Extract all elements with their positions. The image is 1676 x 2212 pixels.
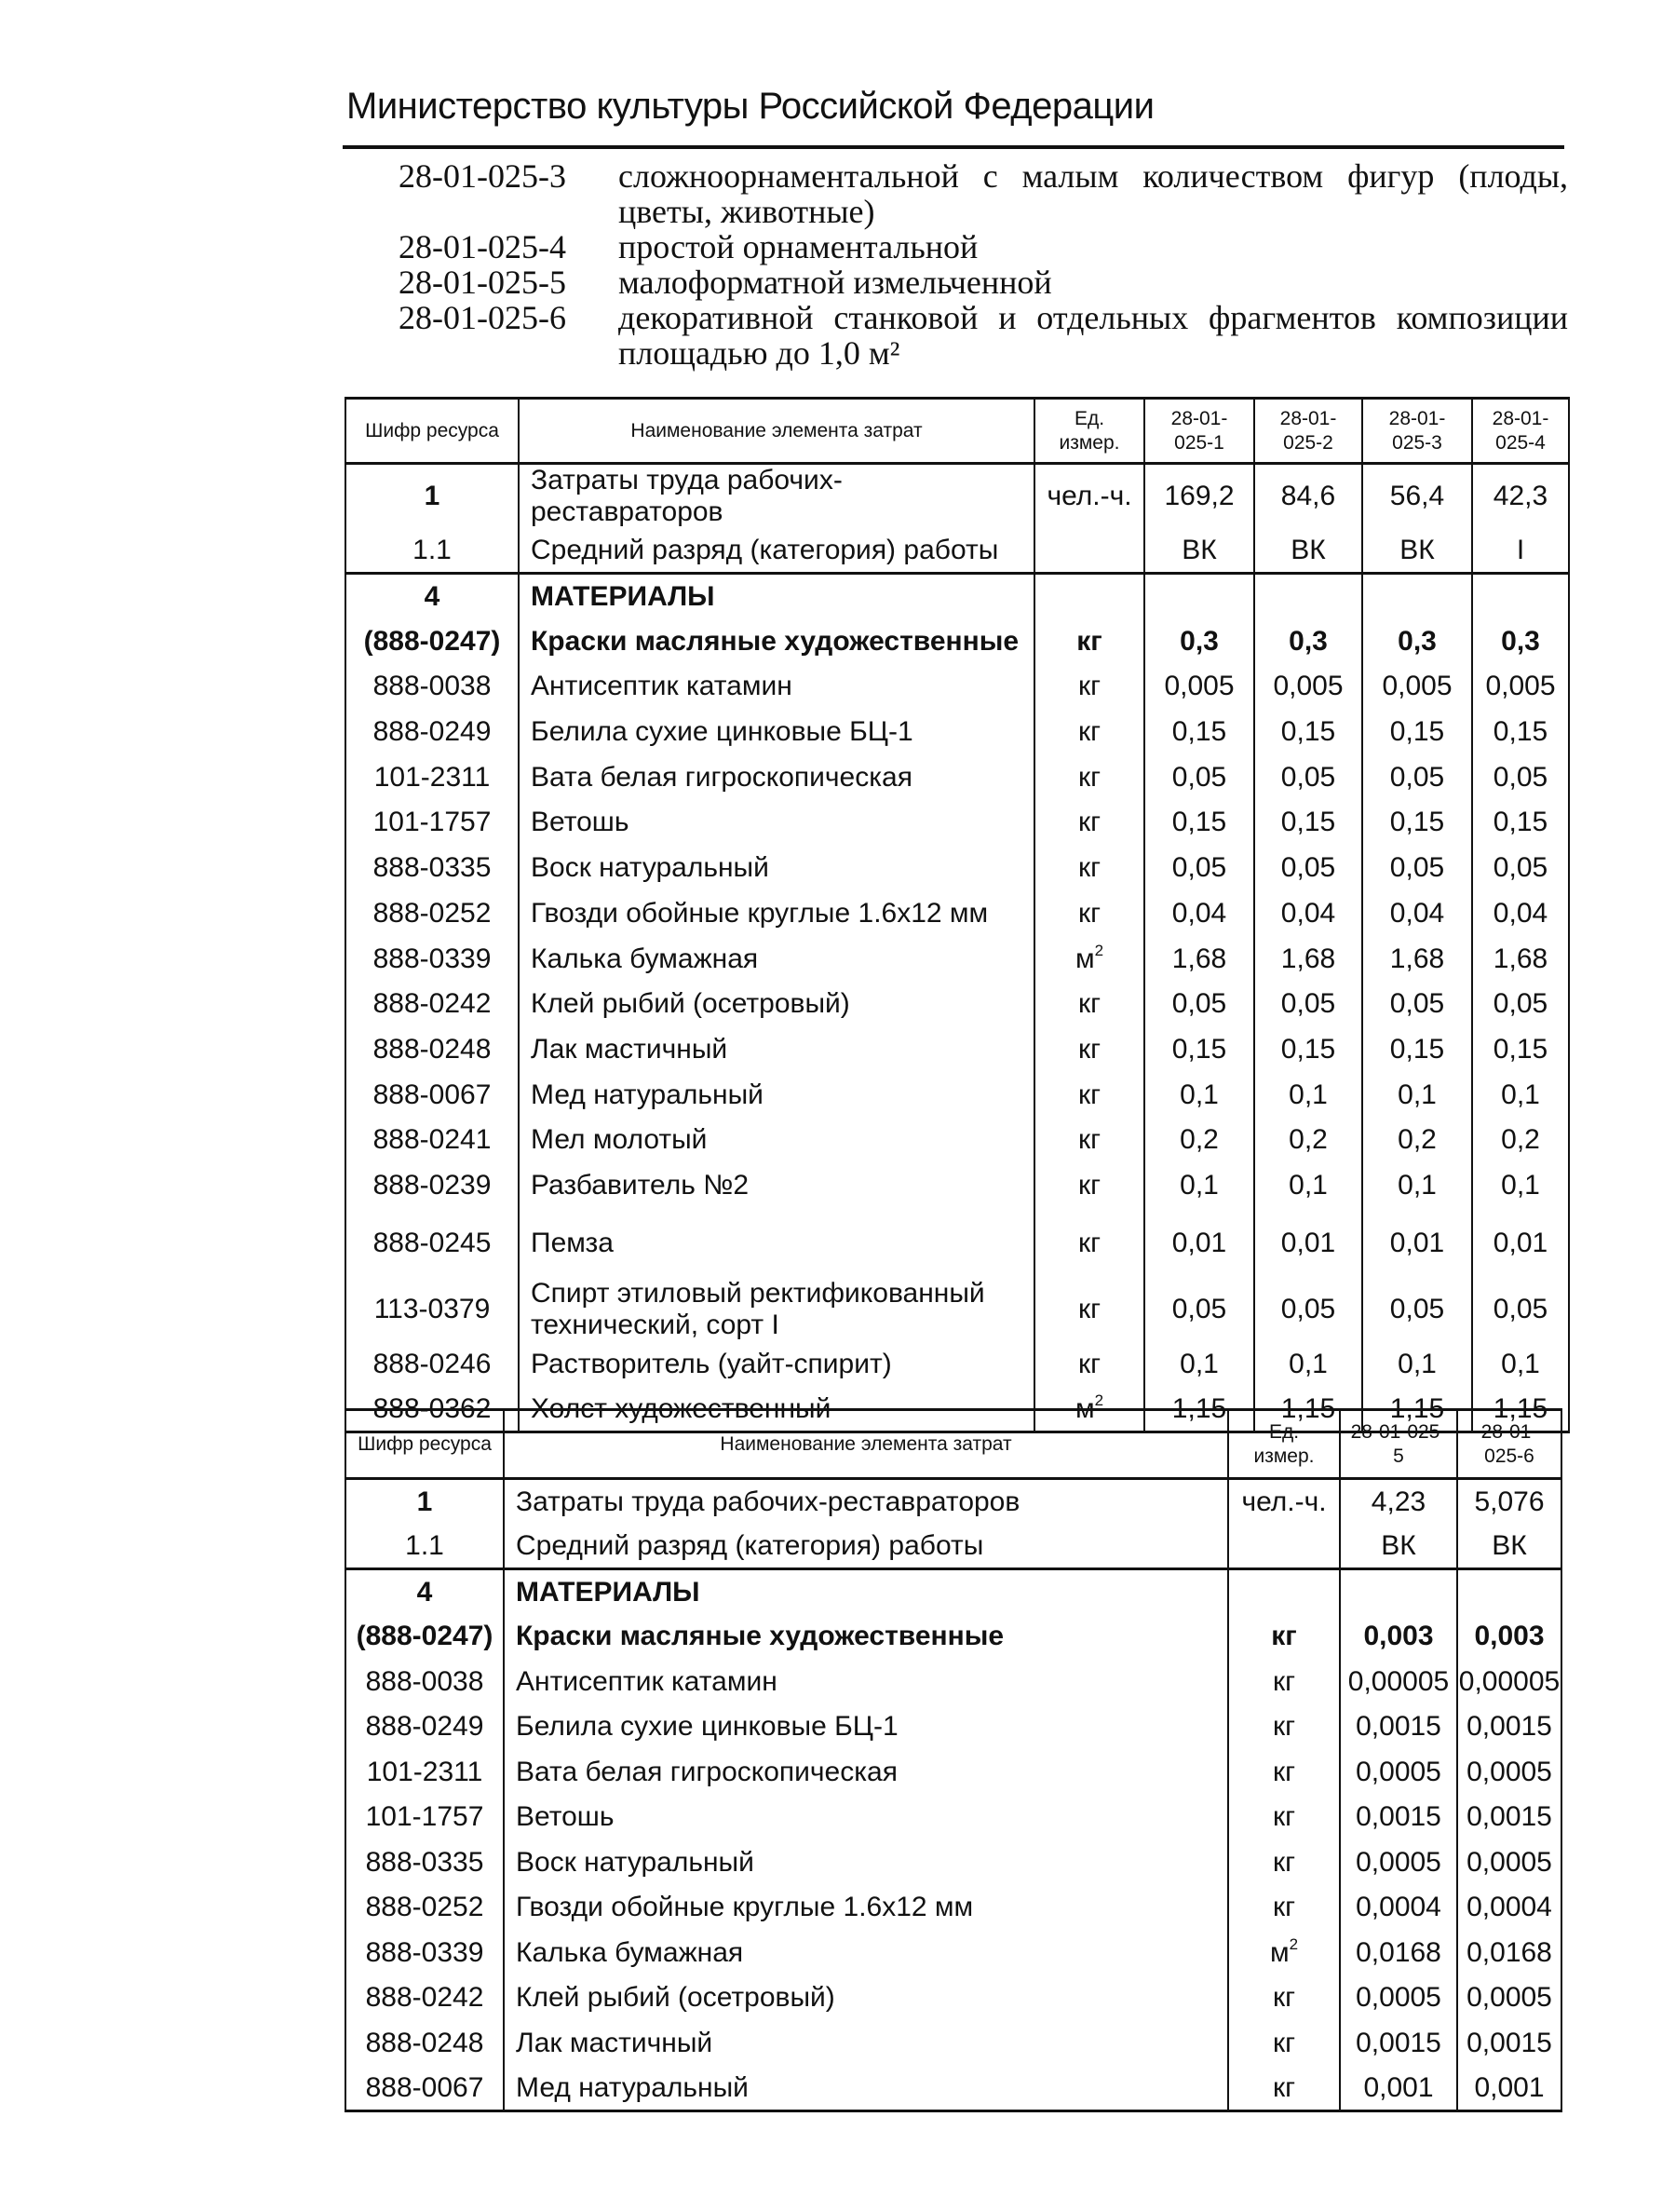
- resource-name: Спирт этиловый ректификованный технический, сорт I: [519, 1278, 1034, 1341]
- resource-code: 888-0245: [345, 1208, 519, 1278]
- unit-cell: кг: [1034, 1027, 1144, 1073]
- value-cell: 0,2: [1472, 1118, 1569, 1163]
- value-cell: 0,005: [1144, 664, 1254, 710]
- value-cell: 0,05: [1362, 1278, 1472, 1341]
- value-cell: 0,05: [1472, 1278, 1569, 1341]
- column-header: Шифр ресурса: [345, 1410, 504, 1479]
- value-cell: 0,1: [1144, 1163, 1254, 1209]
- value-cell: 0,05: [1362, 846, 1472, 891]
- resource-code: 888-0362: [345, 1387, 519, 1432]
- unit-cell: кг: [1034, 710, 1144, 755]
- value-cell: 0,0005: [1340, 1840, 1457, 1886]
- value-cell: 0,005: [1362, 664, 1472, 710]
- resource-code: 888-0242: [345, 982, 519, 1027]
- value-cell: 1,15: [1362, 1387, 1472, 1432]
- resource-name: Средний разряд (категория) работы: [504, 1524, 1228, 1569]
- resource-name: Мед натуральный: [519, 1072, 1034, 1118]
- resource-name: Воск натуральный: [504, 1840, 1228, 1886]
- unit-cell: кг: [1228, 1660, 1340, 1705]
- resource-code: 1.1: [345, 528, 519, 574]
- value-cell: 0,003: [1457, 1614, 1561, 1660]
- value-cell: 0,1: [1472, 1163, 1569, 1209]
- value-cell: 1,15: [1472, 1387, 1569, 1432]
- resource-code: 888-0339: [345, 936, 519, 982]
- intro-text: простой орнаментальной: [618, 228, 979, 265]
- table-row: [345, 1569, 1561, 1615]
- value-cell: 0,15: [1362, 1027, 1472, 1073]
- unit-cell: кг: [1034, 846, 1144, 891]
- table-row: [345, 1660, 1561, 1705]
- column-header: 28-01-025-3: [1362, 399, 1472, 464]
- unit-cell: кг: [1034, 891, 1144, 937]
- table-row: [345, 891, 1569, 937]
- value-cell: 0,3: [1144, 618, 1254, 664]
- value-cell: 0,05: [1144, 846, 1254, 891]
- resource-code: 888-0067: [345, 2066, 504, 2111]
- value-cell: 0,05: [1254, 1278, 1362, 1341]
- value-cell: 0,0004: [1340, 1885, 1457, 1931]
- value-cell: 0,0005: [1457, 1750, 1561, 1796]
- resource-code: 888-0248: [345, 1027, 519, 1073]
- unit-cell: кг: [1228, 2066, 1340, 2111]
- unit-cell: кг: [1228, 1795, 1340, 1840]
- resource-code: 888-0249: [345, 1704, 504, 1750]
- value-cell: 0,2: [1144, 1118, 1254, 1163]
- resource-code: 4: [345, 1569, 504, 1615]
- resource-code: 1.1: [345, 1524, 504, 1569]
- value-cell: 0,05: [1254, 846, 1362, 891]
- value-cell: 0,1: [1362, 1341, 1472, 1387]
- resource-name: Растворитель (уайт-спирит): [519, 1341, 1034, 1387]
- value-cell: 0,1: [1254, 1072, 1362, 1118]
- table-row: [345, 618, 1569, 664]
- value-cell: 1,68: [1472, 936, 1569, 982]
- resource-name: Ветошь: [519, 800, 1034, 846]
- unit-cell: кг: [1228, 1750, 1340, 1796]
- column-header: Наименование элемента затрат: [519, 399, 1034, 464]
- table-row: [345, 2021, 1561, 2067]
- value-cell: 0,1: [1362, 1163, 1472, 1209]
- value-cell: ВК: [1362, 528, 1472, 574]
- column-header: Ед. измер.: [1034, 399, 1144, 464]
- table-row: [345, 1524, 1561, 1569]
- resource-code: 888-0248: [345, 2021, 504, 2067]
- value-cell: 0,05: [1362, 754, 1472, 800]
- column-header: 28-01-025-4: [1472, 399, 1569, 464]
- resource-code: (888-0247): [345, 618, 519, 664]
- resource-code: 888-0249: [345, 710, 519, 755]
- value-cell: 0,05: [1254, 754, 1362, 800]
- table-row: [345, 574, 1569, 619]
- value-cell: [1254, 574, 1362, 619]
- resource-name: Ветошь: [504, 1795, 1228, 1840]
- unit-cell: кг: [1034, 1072, 1144, 1118]
- value-cell: 0,0015: [1340, 2021, 1457, 2067]
- resource-name: Гвозди обойные круглые 1.6x12 мм: [519, 891, 1034, 937]
- unit-cell: кг: [1228, 2021, 1340, 2067]
- value-cell: 1,68: [1144, 936, 1254, 982]
- resource-name: Клей рыбий (осетровый): [504, 1975, 1228, 2021]
- value-cell: 84,6: [1254, 464, 1362, 529]
- intro-code: 28-01-025-3: [399, 157, 566, 195]
- intro-item: [399, 229, 1568, 265]
- value-cell: ВК: [1254, 528, 1362, 574]
- resource-code: 888-0252: [345, 1885, 504, 1931]
- unit-cell: $м^2$: [1228, 1931, 1340, 1976]
- value-cell: 0,005: [1254, 664, 1362, 710]
- resource-name: Затраты труда рабочих-реставраторов: [504, 1479, 1228, 1525]
- resource-code: 1: [345, 1479, 504, 1525]
- resource-name: Антисептик катамин: [519, 664, 1034, 710]
- value-cell: 0,0004: [1457, 1885, 1561, 1931]
- value-cell: [1457, 1569, 1561, 1615]
- value-cell: 5,076: [1457, 1479, 1561, 1525]
- value-cell: 0,15: [1472, 1027, 1569, 1073]
- page-header: Министерство культуры Российской Федерации: [346, 86, 1155, 127]
- value-cell: 1,15: [1144, 1387, 1254, 1432]
- resource-code: 888-0038: [345, 664, 519, 710]
- resource-code: 888-0241: [345, 1118, 519, 1163]
- intro-code: 28-01-025-6: [399, 299, 566, 336]
- table-row: [345, 1885, 1561, 1931]
- value-cell: 0,05: [1362, 982, 1472, 1027]
- column-header: 28-01-025-6: [1457, 1410, 1561, 1479]
- table-row: [345, 1341, 1569, 1387]
- resource-name: Лак мастичный: [519, 1027, 1034, 1073]
- value-cell: 0,15: [1362, 710, 1472, 755]
- column-header: Шифр ресурса: [345, 399, 519, 464]
- resource-name: МАТЕРИАЛЫ: [519, 574, 1034, 619]
- value-cell: 0,05: [1144, 754, 1254, 800]
- resource-name: Клей рыбий (осетровый): [519, 982, 1034, 1027]
- value-cell: 0,3: [1362, 618, 1472, 664]
- table-row: [345, 1840, 1561, 1886]
- value-cell: 0,1: [1144, 1072, 1254, 1118]
- intro-item: [399, 300, 1568, 371]
- table-row: [345, 528, 1569, 574]
- value-cell: [1340, 1569, 1457, 1615]
- resource-code: 888-0067: [345, 1072, 519, 1118]
- unit-cell: [1034, 528, 1144, 574]
- resource-table-2: [345, 1408, 1562, 2112]
- table-row: [345, 1614, 1561, 1660]
- table-header-row: [345, 399, 1569, 464]
- resource-name: Белила сухие цинковые БЦ-1: [519, 710, 1034, 755]
- table-row: [345, 1208, 1569, 1278]
- resource-name: Холст художественный: [519, 1387, 1034, 1432]
- value-cell: 0,005: [1472, 664, 1569, 710]
- intro-item: [399, 158, 1568, 229]
- resource-code: 888-0335: [345, 846, 519, 891]
- value-cell: 0,0005: [1457, 1840, 1561, 1886]
- table-row: [345, 1750, 1561, 1796]
- unit-cell: кг: [1034, 618, 1144, 664]
- column-header: 28-01-025-2: [1254, 399, 1362, 464]
- table-row: [345, 1163, 1569, 1209]
- column-header: Ед. измер.: [1228, 1410, 1340, 1479]
- intro-text: сложноорнаментальной с малым количеством фигур (плоды, цветы, животные): [618, 157, 1568, 230]
- unit-cell: кг: [1034, 1118, 1144, 1163]
- table-row: [345, 1118, 1569, 1163]
- table-row: [345, 1479, 1561, 1525]
- value-cell: [1362, 574, 1472, 619]
- table-row: [345, 754, 1569, 800]
- resource-code: 4: [345, 574, 519, 619]
- resource-code: 101-1757: [345, 1795, 504, 1840]
- value-cell: 0,15: [1144, 710, 1254, 755]
- value-cell: 0,01: [1254, 1208, 1362, 1278]
- column-header: Наименование элемента затрат: [504, 1410, 1228, 1479]
- value-cell: ВК: [1340, 1524, 1457, 1569]
- table-row: [345, 1072, 1569, 1118]
- intro-list: [399, 158, 1568, 371]
- resource-code: 1: [345, 464, 519, 529]
- resource-name: Разбавитель №2: [519, 1163, 1034, 1209]
- value-cell: 0,2: [1362, 1118, 1472, 1163]
- table-row: [345, 1278, 1569, 1341]
- unit-cell: кг: [1228, 1704, 1340, 1750]
- value-cell: 0,05: [1254, 982, 1362, 1027]
- value-cell: 0,1: [1362, 1072, 1472, 1118]
- value-cell: 169,2: [1144, 464, 1254, 529]
- table-row: [345, 2066, 1561, 2111]
- unit-cell: кг: [1034, 1278, 1144, 1341]
- value-cell: 0,2: [1254, 1118, 1362, 1163]
- unit-cell: кг: [1034, 1341, 1144, 1387]
- value-cell: 0,05: [1472, 846, 1569, 891]
- resource-name: Затраты труда рабочих-реставраторов: [519, 464, 1034, 529]
- value-cell: 56,4: [1362, 464, 1472, 529]
- value-cell: [1472, 574, 1569, 619]
- value-cell: 0,04: [1472, 891, 1569, 937]
- table-row: [345, 936, 1569, 982]
- value-cell: 0,05: [1144, 1278, 1254, 1341]
- header-rule: [343, 145, 1564, 149]
- unit-cell: [1228, 1569, 1340, 1615]
- table-row: [345, 1704, 1561, 1750]
- resource-name: Мел молотый: [519, 1118, 1034, 1163]
- value-cell: ВК: [1144, 528, 1254, 574]
- unit-cell: кг: [1034, 800, 1144, 846]
- table-row: [345, 1027, 1569, 1073]
- value-cell: 0,15: [1144, 1027, 1254, 1073]
- unit-cell: кг: [1228, 1614, 1340, 1660]
- resource-name: Гвозди обойные круглые 1.6x12 мм: [504, 1885, 1228, 1931]
- unit-cell: кг: [1228, 1840, 1340, 1886]
- resource-name: Лак мастичный: [504, 2021, 1228, 2067]
- intro-text: малоформатной измельченной: [618, 264, 1052, 301]
- value-cell: 0,15: [1472, 800, 1569, 846]
- value-cell: 0,1: [1144, 1341, 1254, 1387]
- value-cell: 0,0015: [1457, 1795, 1561, 1840]
- value-cell: 42,3: [1472, 464, 1569, 529]
- value-cell: 0,15: [1362, 800, 1472, 846]
- intro-code: 28-01-025-4: [399, 228, 566, 265]
- value-cell: I: [1472, 528, 1569, 574]
- unit-cell: кг: [1034, 754, 1144, 800]
- unit-cell: [1228, 1524, 1340, 1569]
- value-cell: 0,0015: [1340, 1704, 1457, 1750]
- table-row: [345, 664, 1569, 710]
- unit-cell: кг: [1034, 664, 1144, 710]
- value-cell: 0,05: [1472, 982, 1569, 1027]
- value-cell: 0,1: [1472, 1341, 1569, 1387]
- table-header-row: [345, 1410, 1561, 1479]
- resource-name: Пемза: [519, 1208, 1034, 1278]
- value-cell: 0,15: [1254, 800, 1362, 846]
- unit-cell: кг: [1034, 982, 1144, 1027]
- resource-name: Вата белая гигроскопическая: [504, 1750, 1228, 1796]
- resource-code: 888-0252: [345, 891, 519, 937]
- unit-cell: кг: [1034, 1208, 1144, 1278]
- resource-name: Калька бумажная: [519, 936, 1034, 982]
- value-cell: 0,003: [1340, 1614, 1457, 1660]
- table-row: [345, 464, 1569, 529]
- value-cell: 0,1: [1254, 1163, 1362, 1209]
- table-row: [345, 1795, 1561, 1840]
- value-cell: 0,01: [1472, 1208, 1569, 1278]
- value-cell: 4,23: [1340, 1479, 1457, 1525]
- unit-cell: чел.-ч.: [1034, 464, 1144, 529]
- resource-code: 113-0379: [345, 1278, 519, 1341]
- value-cell: 0,001: [1457, 2066, 1561, 2111]
- resource-name: Вата белая гигроскопическая: [519, 754, 1034, 800]
- unit-cell: кг: [1034, 1163, 1144, 1209]
- value-cell: 0,01: [1362, 1208, 1472, 1278]
- value-cell: 0,3: [1472, 618, 1569, 664]
- resource-code: 888-0038: [345, 1660, 504, 1705]
- value-cell: 0,04: [1362, 891, 1472, 937]
- value-cell: 0,0168: [1340, 1931, 1457, 1976]
- value-cell: 0,0168: [1457, 1931, 1561, 1976]
- resource-code: 888-0246: [345, 1341, 519, 1387]
- resource-name: Средний разряд (категория) работы: [519, 528, 1034, 574]
- value-cell: 0,0005: [1340, 1975, 1457, 2021]
- unit-cell: $м^2$: [1034, 1387, 1144, 1432]
- value-cell: 1,68: [1362, 936, 1472, 982]
- value-cell: 0,0005: [1457, 1975, 1561, 2021]
- value-cell: ВК: [1457, 1524, 1561, 1569]
- value-cell: 0,01: [1144, 1208, 1254, 1278]
- value-cell: 0,00005: [1457, 1660, 1561, 1705]
- table-row: [345, 800, 1569, 846]
- intro-item: [399, 265, 1568, 300]
- resource-name: Белила сухие цинковые БЦ-1: [504, 1704, 1228, 1750]
- value-cell: 0,15: [1144, 800, 1254, 846]
- unit-cell: кг: [1228, 1975, 1340, 2021]
- value-cell: 1,68: [1254, 936, 1362, 982]
- unit-cell: кг: [1228, 1885, 1340, 1931]
- table-row: [345, 982, 1569, 1027]
- unit-cell: [1034, 574, 1144, 619]
- value-cell: 0,05: [1144, 982, 1254, 1027]
- value-cell: 0,1: [1254, 1341, 1362, 1387]
- value-cell: 0,0015: [1340, 1795, 1457, 1840]
- resource-code: 888-0339: [345, 1931, 504, 1976]
- value-cell: 0,15: [1472, 710, 1569, 755]
- resource-code: 888-0242: [345, 1975, 504, 2021]
- table-row: [345, 710, 1569, 755]
- resource-name: Калька бумажная: [504, 1931, 1228, 1976]
- resource-code: 101-1757: [345, 800, 519, 846]
- resource-name: Краски масляные художественные: [504, 1614, 1228, 1660]
- unit-cell: чел.-ч.: [1228, 1479, 1340, 1525]
- value-cell: 0,001: [1340, 2066, 1457, 2111]
- resource-name: Мед натуральный: [504, 2066, 1228, 2111]
- value-cell: [1144, 574, 1254, 619]
- resource-code: 101-2311: [345, 754, 519, 800]
- resource-code: 888-0335: [345, 1840, 504, 1886]
- resource-code: 101-2311: [345, 1750, 504, 1796]
- resource-name: МАТЕРИАЛЫ: [504, 1569, 1228, 1615]
- value-cell: 0,3: [1254, 618, 1362, 664]
- resource-name: Воск натуральный: [519, 846, 1034, 891]
- table-row: [345, 1931, 1561, 1976]
- value-cell: 0,04: [1254, 891, 1362, 937]
- resource-name: Краски масляные художественные: [519, 618, 1034, 664]
- value-cell: 0,0015: [1457, 2021, 1561, 2067]
- value-cell: 0,15: [1254, 1027, 1362, 1073]
- column-header: 28-01-025-5: [1340, 1410, 1457, 1479]
- resource-table-1: [345, 397, 1570, 1433]
- value-cell: 0,05: [1472, 754, 1569, 800]
- unit-cell: $м^2$: [1034, 936, 1144, 982]
- value-cell: 0,0005: [1340, 1750, 1457, 1796]
- value-cell: 0,0015: [1457, 1704, 1561, 1750]
- value-cell: 1,15: [1254, 1387, 1362, 1432]
- intro-code: 28-01-025-5: [399, 264, 566, 301]
- value-cell: 0,04: [1144, 891, 1254, 937]
- resource-name: Антисептик катамин: [504, 1660, 1228, 1705]
- resource-code: 888-0239: [345, 1163, 519, 1209]
- resource-code: (888-0247): [345, 1614, 504, 1660]
- value-cell: 0,00005: [1340, 1660, 1457, 1705]
- value-cell: 0,1: [1472, 1072, 1569, 1118]
- column-header: 28-01-025-1: [1144, 399, 1254, 464]
- intro-text: декоративной станковой и отдельных фрагментов композиции площадью до 1,0 м²: [618, 299, 1568, 372]
- table-row: [345, 846, 1569, 891]
- value-cell: 0,15: [1254, 710, 1362, 755]
- table-row: [345, 1975, 1561, 2021]
